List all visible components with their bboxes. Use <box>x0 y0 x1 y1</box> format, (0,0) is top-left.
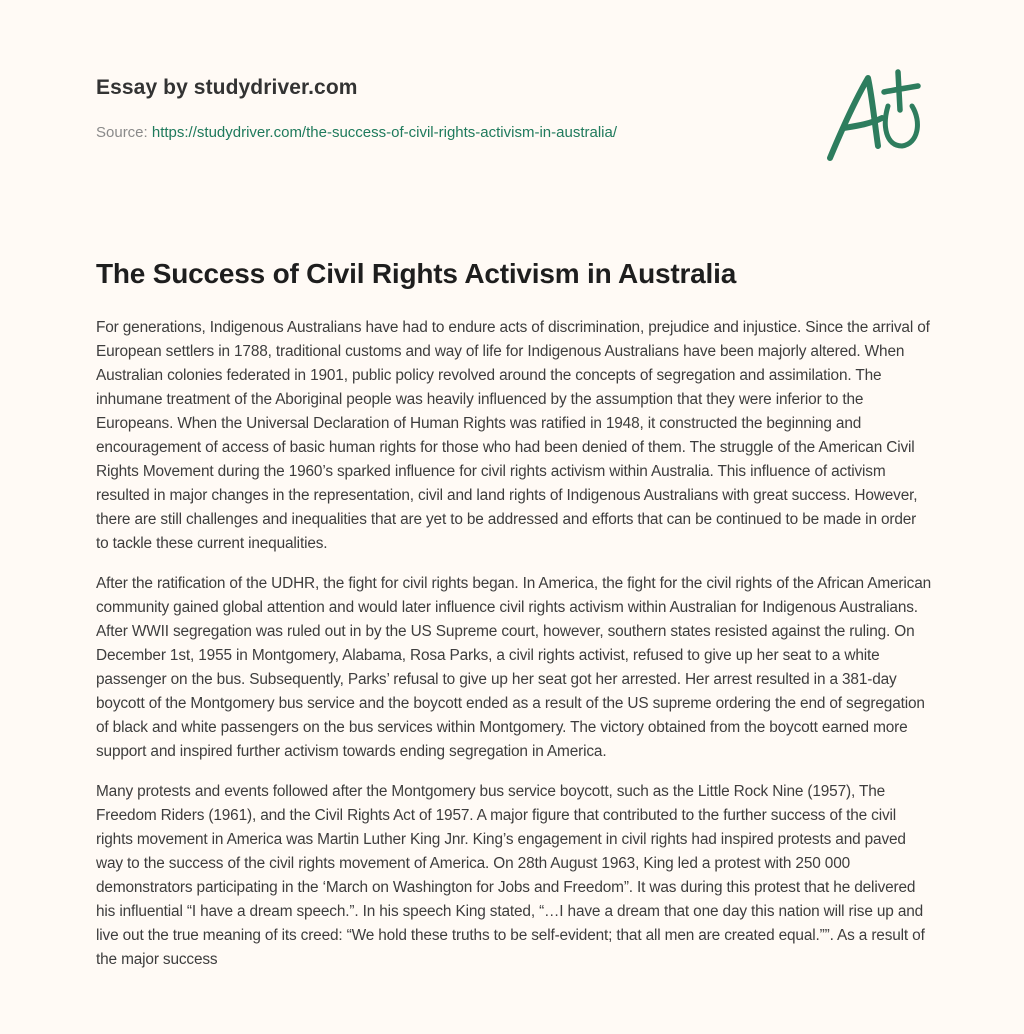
source-line <box>96 124 617 141</box>
page-header <box>96 76 936 141</box>
essay-content <box>96 256 932 988</box>
source-link[interactable]: https://studydriver.com/the-success-of-civil-rights-activism-in-australia/ <box>151 124 617 141</box>
site-title: Essay by studydriver.com <box>96 76 358 99</box>
essay-paragraph: Many protests and events followed after the Montgomery bus service boycott, such as the Little Rock Nine (1957), The Freedom Riders (1961), and the Civil Rights Act of 1957. A major figure that contributed to the further success of the civil rights movement in America was Martin Luther King Jnr. King’s engagement in civil rights had inspired protests and paved way to the success of the civil rights movement of America. On 28th August 1963, King led a protest with 250 000 demonstrators participating in the ‘March on Washington for Jobs and Freedom”. It was during this protest that he delivered his influential “I have a dream speech.”. In his speech King stated, “…I have a dream that one day this nation will rise up and live out the true meaning of its creed: “We hold these truths to be self-evident; that all men are created equal.””. As a result of the major success <box>96 783 925 968</box>
source-label: Source: <box>96 124 148 141</box>
a-plus-grade-icon <box>822 66 930 164</box>
essay-title: The Success of Civil Rights Activism in Australia <box>96 258 737 289</box>
essay-paragraph: For generations, Indigenous Australians have had to endure acts of discrimination, prejudice and injustice. Since the arrival of European settlers in 1788, traditional customs and way of life for Indigenous Australians have been majorly altered. When Australian colonies federated in 1901, public policy revolved around the concepts of segregation and assimilation. The inhumane treatment of the Aboriginal people was heavily influenced by the assumption that they were inferior to the Europeans. When the Universal Declaration of Human Rights was ratified in 1948, it constructed the beginning and encouragement of access of basic human rights for those who had been denied of them. The struggle of the American Civil Rights Movement during the 1960’s sparked influence for civil rights activism within Australia. This influence of activism resulted in major changes in the representation, civil and land rights of Indigenous Australians with great success. However, there are still challenges and inequalities that are yet to be addressed and efforts that can be continued to be made in order to tackle these current inequalities. <box>96 319 930 552</box>
essay-paragraph: After the ratification of the UDHR, the fight for civil rights began. In America, the fight for the civil rights of the African American community gained global attention and would later influence civil rights activism within Australian for Indigenous Australians. After WWII segregation was ruled out in by the US Supreme court, however, southern states resisted against the ruling. On December 1st, 1955 in Montgomery, Alabama, Rosa Parks, a civil rights activist, refused to give up her seat to a white passenger on the bus. Subsequently, Parks’ refusal to give up her seat got her arrested. Her arrest resulted in a 381-day boycott of the Montgomery bus service and the boycott ended as a result of the US supreme ordering the end of segregation of black and white passengers on the bus services within Montgomery. The victory obtained from the boycott earned more support and inspired further activism towards ending segregation in America. <box>96 575 932 760</box>
